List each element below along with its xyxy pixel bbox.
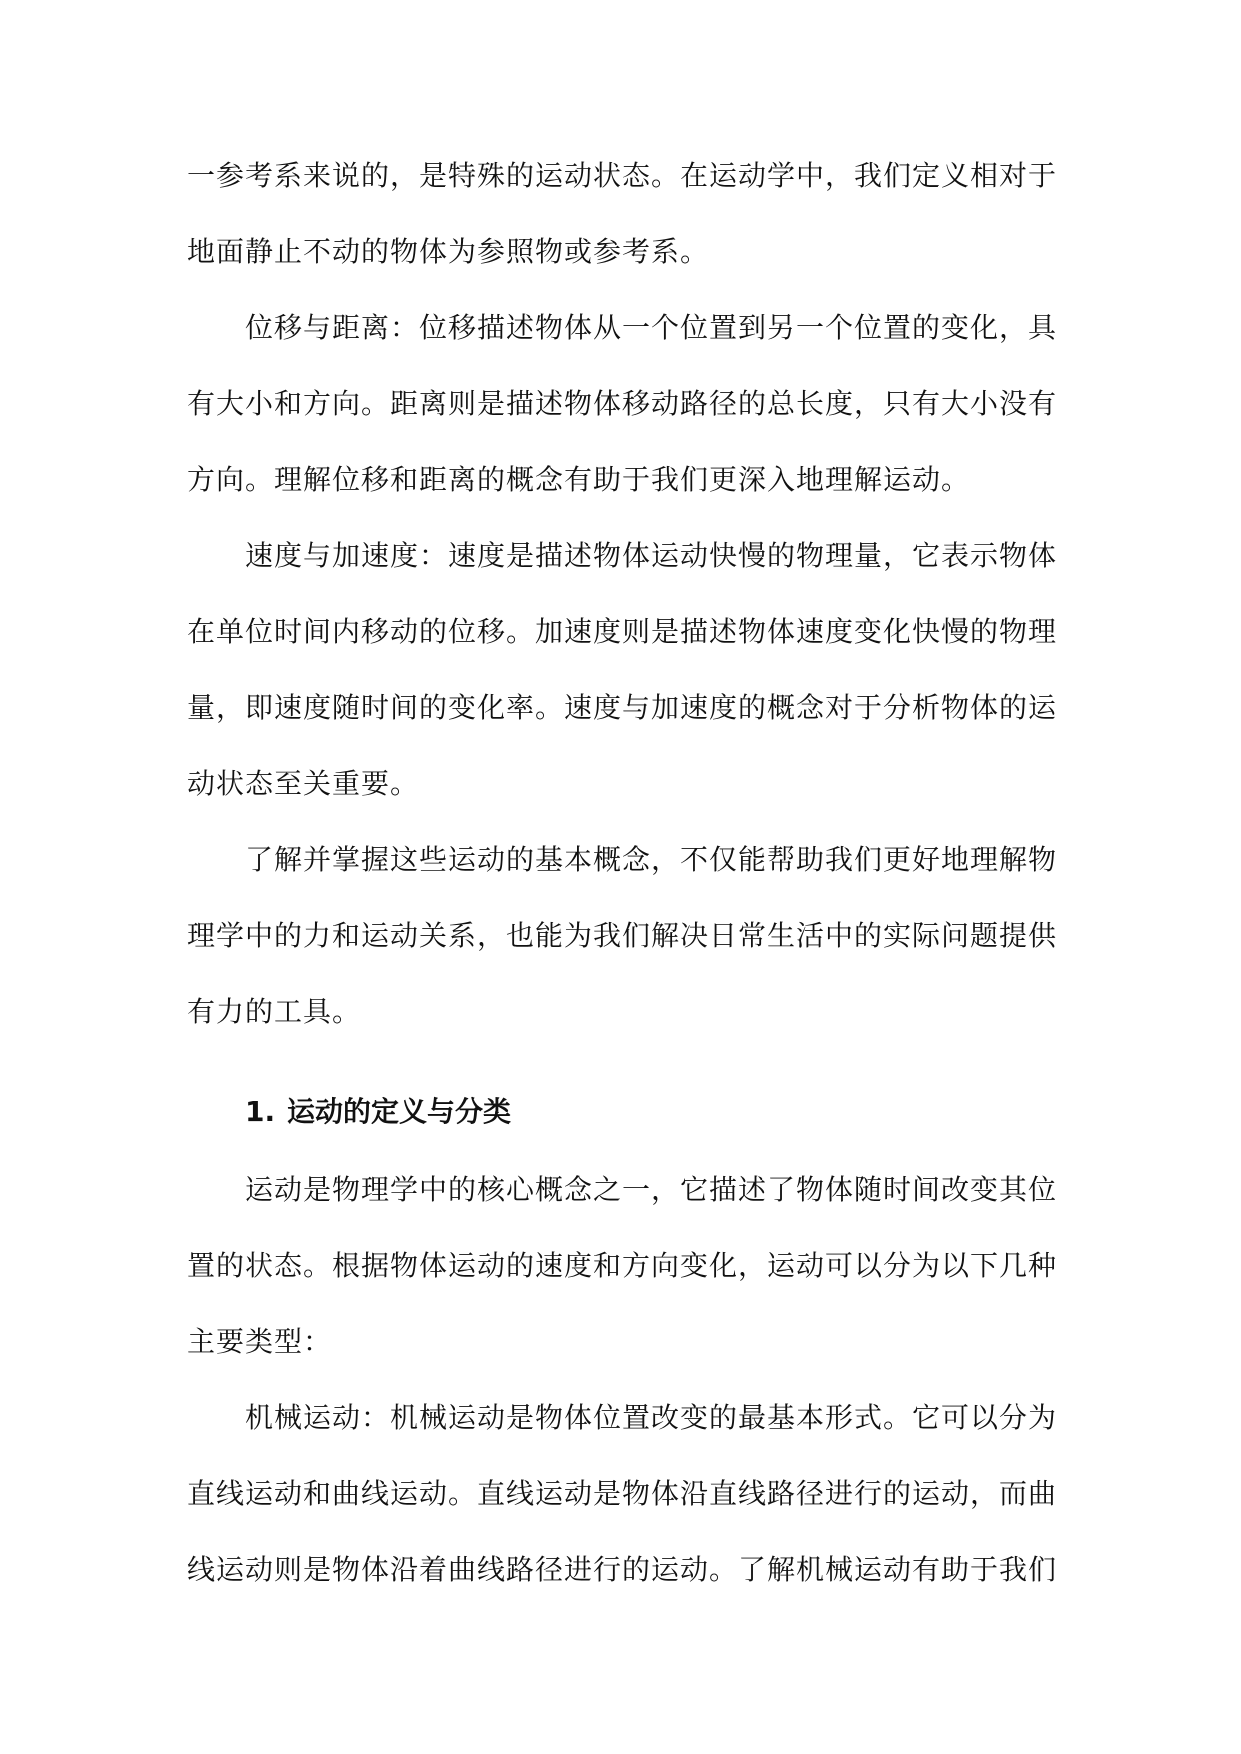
paragraph-mechanical-motion: 机械运动：机械运动是物体位置改变的最基本形式。它可以分为直线运动和曲线运动。直线运动是物体沿直线路径进行的运动，而曲线运动则是物体沿着曲线路径进行的运动。了解机械运动有助于我们: [187, 1401, 1058, 1586]
section-title: 运动的定义与分类: [287, 1095, 512, 1128]
paragraph-motion-definition: 运动是物理学中的核心概念之一，它描述了物体随时间改变其位置的状态。根据物体运动的速度和方向变化，运动可以分为以下几种主要类型：: [187, 1173, 1058, 1358]
section-number: 1.: [245, 1095, 276, 1128]
paragraph-summary: 了解并掌握这些运动的基本概念，不仅能帮助我们更好地理解物理学中的力和运动关系，也能为我们解决日常生活中的实际问题提供有力的工具。: [187, 843, 1058, 1028]
document-body: [187, 138, 1057, 1608]
paragraph-displacement-distance: 位移与距离：位移描述物体从一个位置到另一个位置的变化，具有大小和方向。距离则是描述物体移动路径的总长度，只有大小没有方向。理解位移和距离的概念有助于我们更深入地理解运动。: [187, 311, 1058, 496]
paragraph-reference-frame: 一参考系来说的，是特殊的运动状态。在运动学中，我们定义相对于地面静止不动的物体为参照物或参考系。: [187, 159, 1058, 268]
section-heading: [187, 1072, 1057, 1152]
paragraph-velocity-acceleration: 速度与加速度：速度是描述物体运动快慢的物理量，它表示物体在单位时间内移动的位移。加速度则是描述物体速度变化快慢的物理量，即速度随时间的变化率。速度与加速度的概念对于分析物体的运动状态至关重要。: [187, 539, 1058, 800]
